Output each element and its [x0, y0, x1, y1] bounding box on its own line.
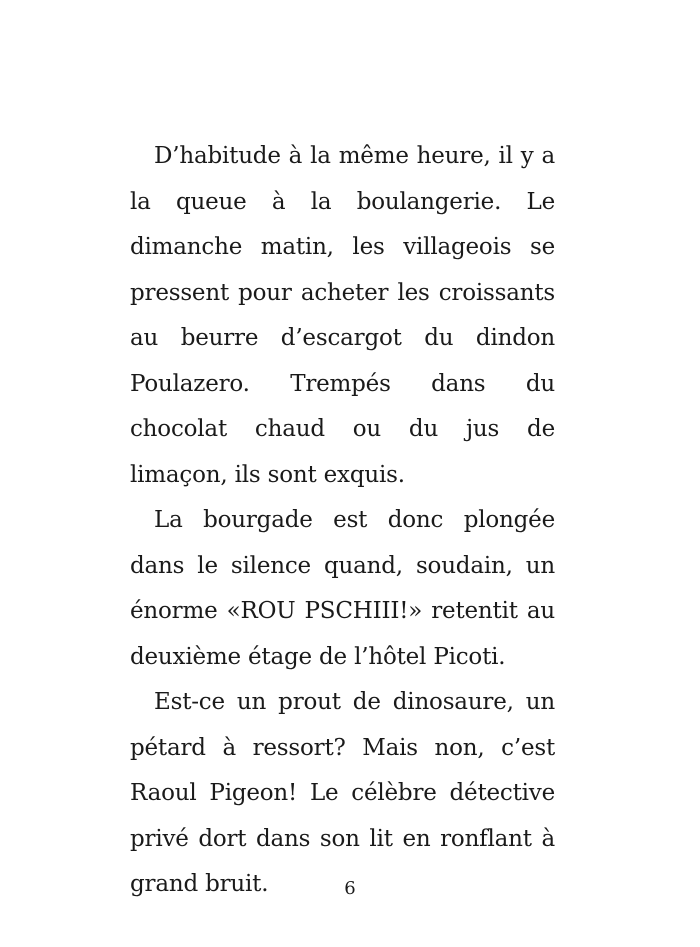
- page-text-block: [130, 134, 555, 908]
- page-number: 6: [344, 878, 356, 899]
- paragraph-1: D’habitude à la même heure, il y a la queue à la boulangerie. Le dimanche matin, les villageois se pressent pour acheter les croissants au beurre d’escargot du dindon Poulazero. Trempés dans du chocolat chaud ou du jus de limaçon, ils sont exquis.: [130, 143, 555, 488]
- paragraph-2: La bourgade est donc plongée dans le silence quand, soudain, un énorme «ROU PSCHIII!» retentit au deuxième étage de l’hôtel Picoti.: [130, 507, 555, 670]
- paragraph-3: Est-ce un prout de dinosaure, un pétard à ressort? Mais non, c’est Raoul Pigeon! Le célèbre détective privé dort dans son lit en ronflant à grand bruit.: [130, 689, 555, 897]
